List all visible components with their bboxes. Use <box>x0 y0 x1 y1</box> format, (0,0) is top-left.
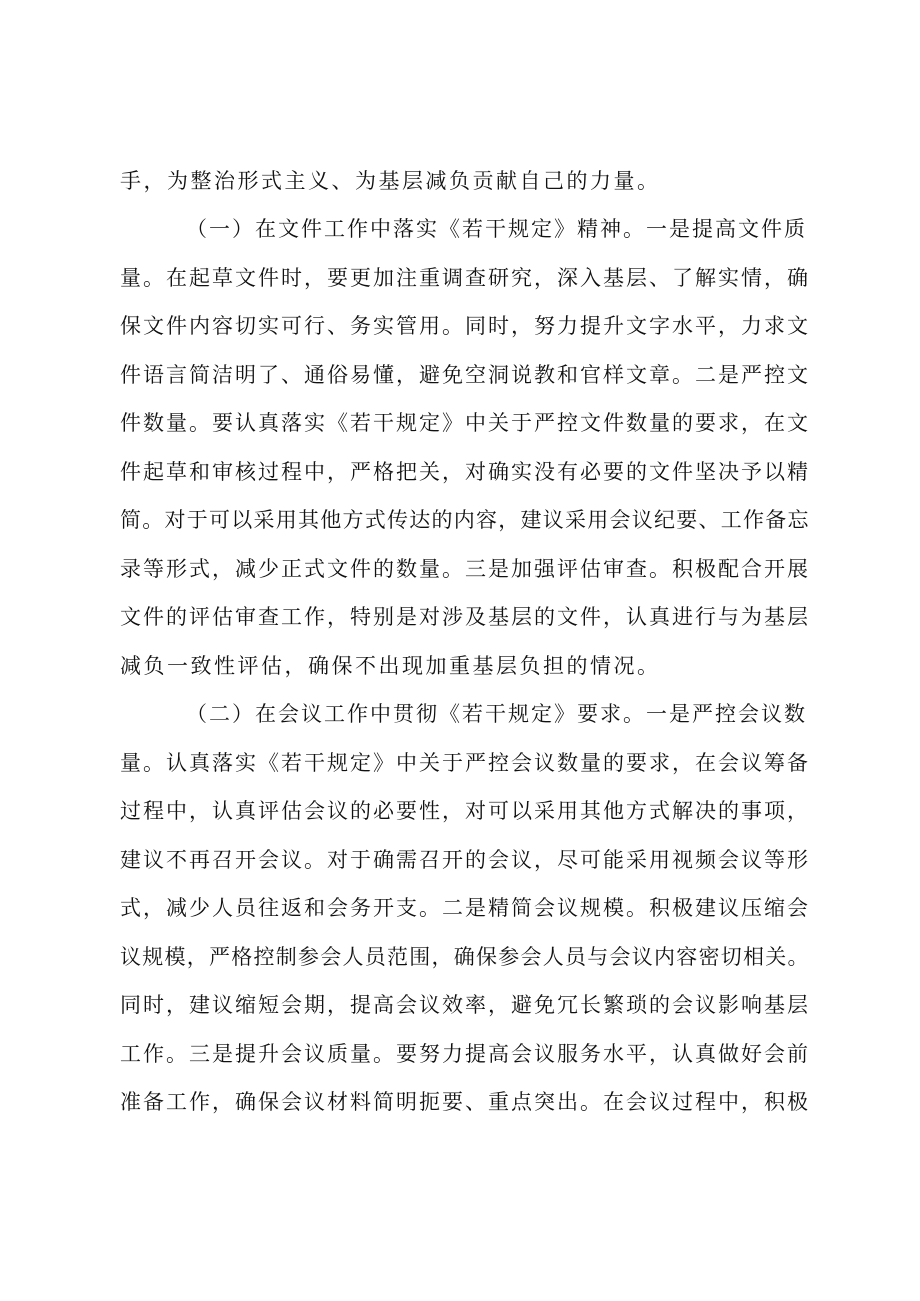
text-line: 文件的评估审查工作，特别是对涉及基层的文件，认真进行与为基层 <box>120 605 810 629</box>
section-heading-line: （二）在会议工作中贯彻《若干规定》要求。一是严控会议数 <box>186 702 807 726</box>
text-line: 保文件内容切实可行、务实管用。同时，努力提升文字水平，力求文 <box>120 314 810 338</box>
text-line: 量。在起草文件时，要更加注重调查研究，深入基层、了解实情，确 <box>120 266 810 290</box>
text-line: 建议不再召开会议。对于确需召开的会议，尽可能采用视频会议等形 <box>120 848 810 872</box>
text-line: 减负一致性评估，确保不出现加重基层负担的情况。 <box>120 654 661 678</box>
text-line: 件数量。要认真落实《若干规定》中关于严控文件数量的要求，在文 <box>120 411 810 435</box>
text-line: 式，减少人员往返和会务开支。二是精简会议规模。积极建议压缩会 <box>120 896 810 920</box>
text-line: 件语言简洁明了、通俗易懂，避免空洞说教和官样文章。二是严控文 <box>120 363 810 387</box>
text-line: 同时，建议缩短会期，提高会议效率，避免冗长繁琐的会议影响基层 <box>120 993 810 1017</box>
text-line: 简。对于可以采用其他方式传达的内容，建议采用会议纪要、工作备忘 <box>120 508 810 532</box>
text-line: 准备工作，确保会议材料简明扼要、重点突出。在会议过程中，积极 <box>120 1090 810 1114</box>
text-line: 手，为整治形式主义、为基层减负贡献自己的力量。 <box>120 169 661 193</box>
text-line: 过程中，认真评估会议的必要性，对可以采用其他方式解决的事项， <box>120 799 810 823</box>
section-heading-line: （一）在文件工作中落实《若干规定》精神。一是提高文件质 <box>186 217 807 241</box>
text-line: 录等形式，减少正式文件的数量。三是加强评估审查。积极配合开展 <box>120 557 810 581</box>
text-line: 工作。三是提升会议质量。要努力提高会议服务水平，认真做好会前 <box>120 1042 810 1066</box>
text-line: 量。认真落实《若干规定》中关于严控会议数量的要求，在会议筹备 <box>120 751 810 775</box>
text-line: 议规模，严格控制参会人员范围，确保参会人员与会议内容密切相关。 <box>120 945 810 969</box>
text-line: 件起草和审核过程中，严格把关，对确实没有必要的文件坚决予以精 <box>120 460 810 484</box>
